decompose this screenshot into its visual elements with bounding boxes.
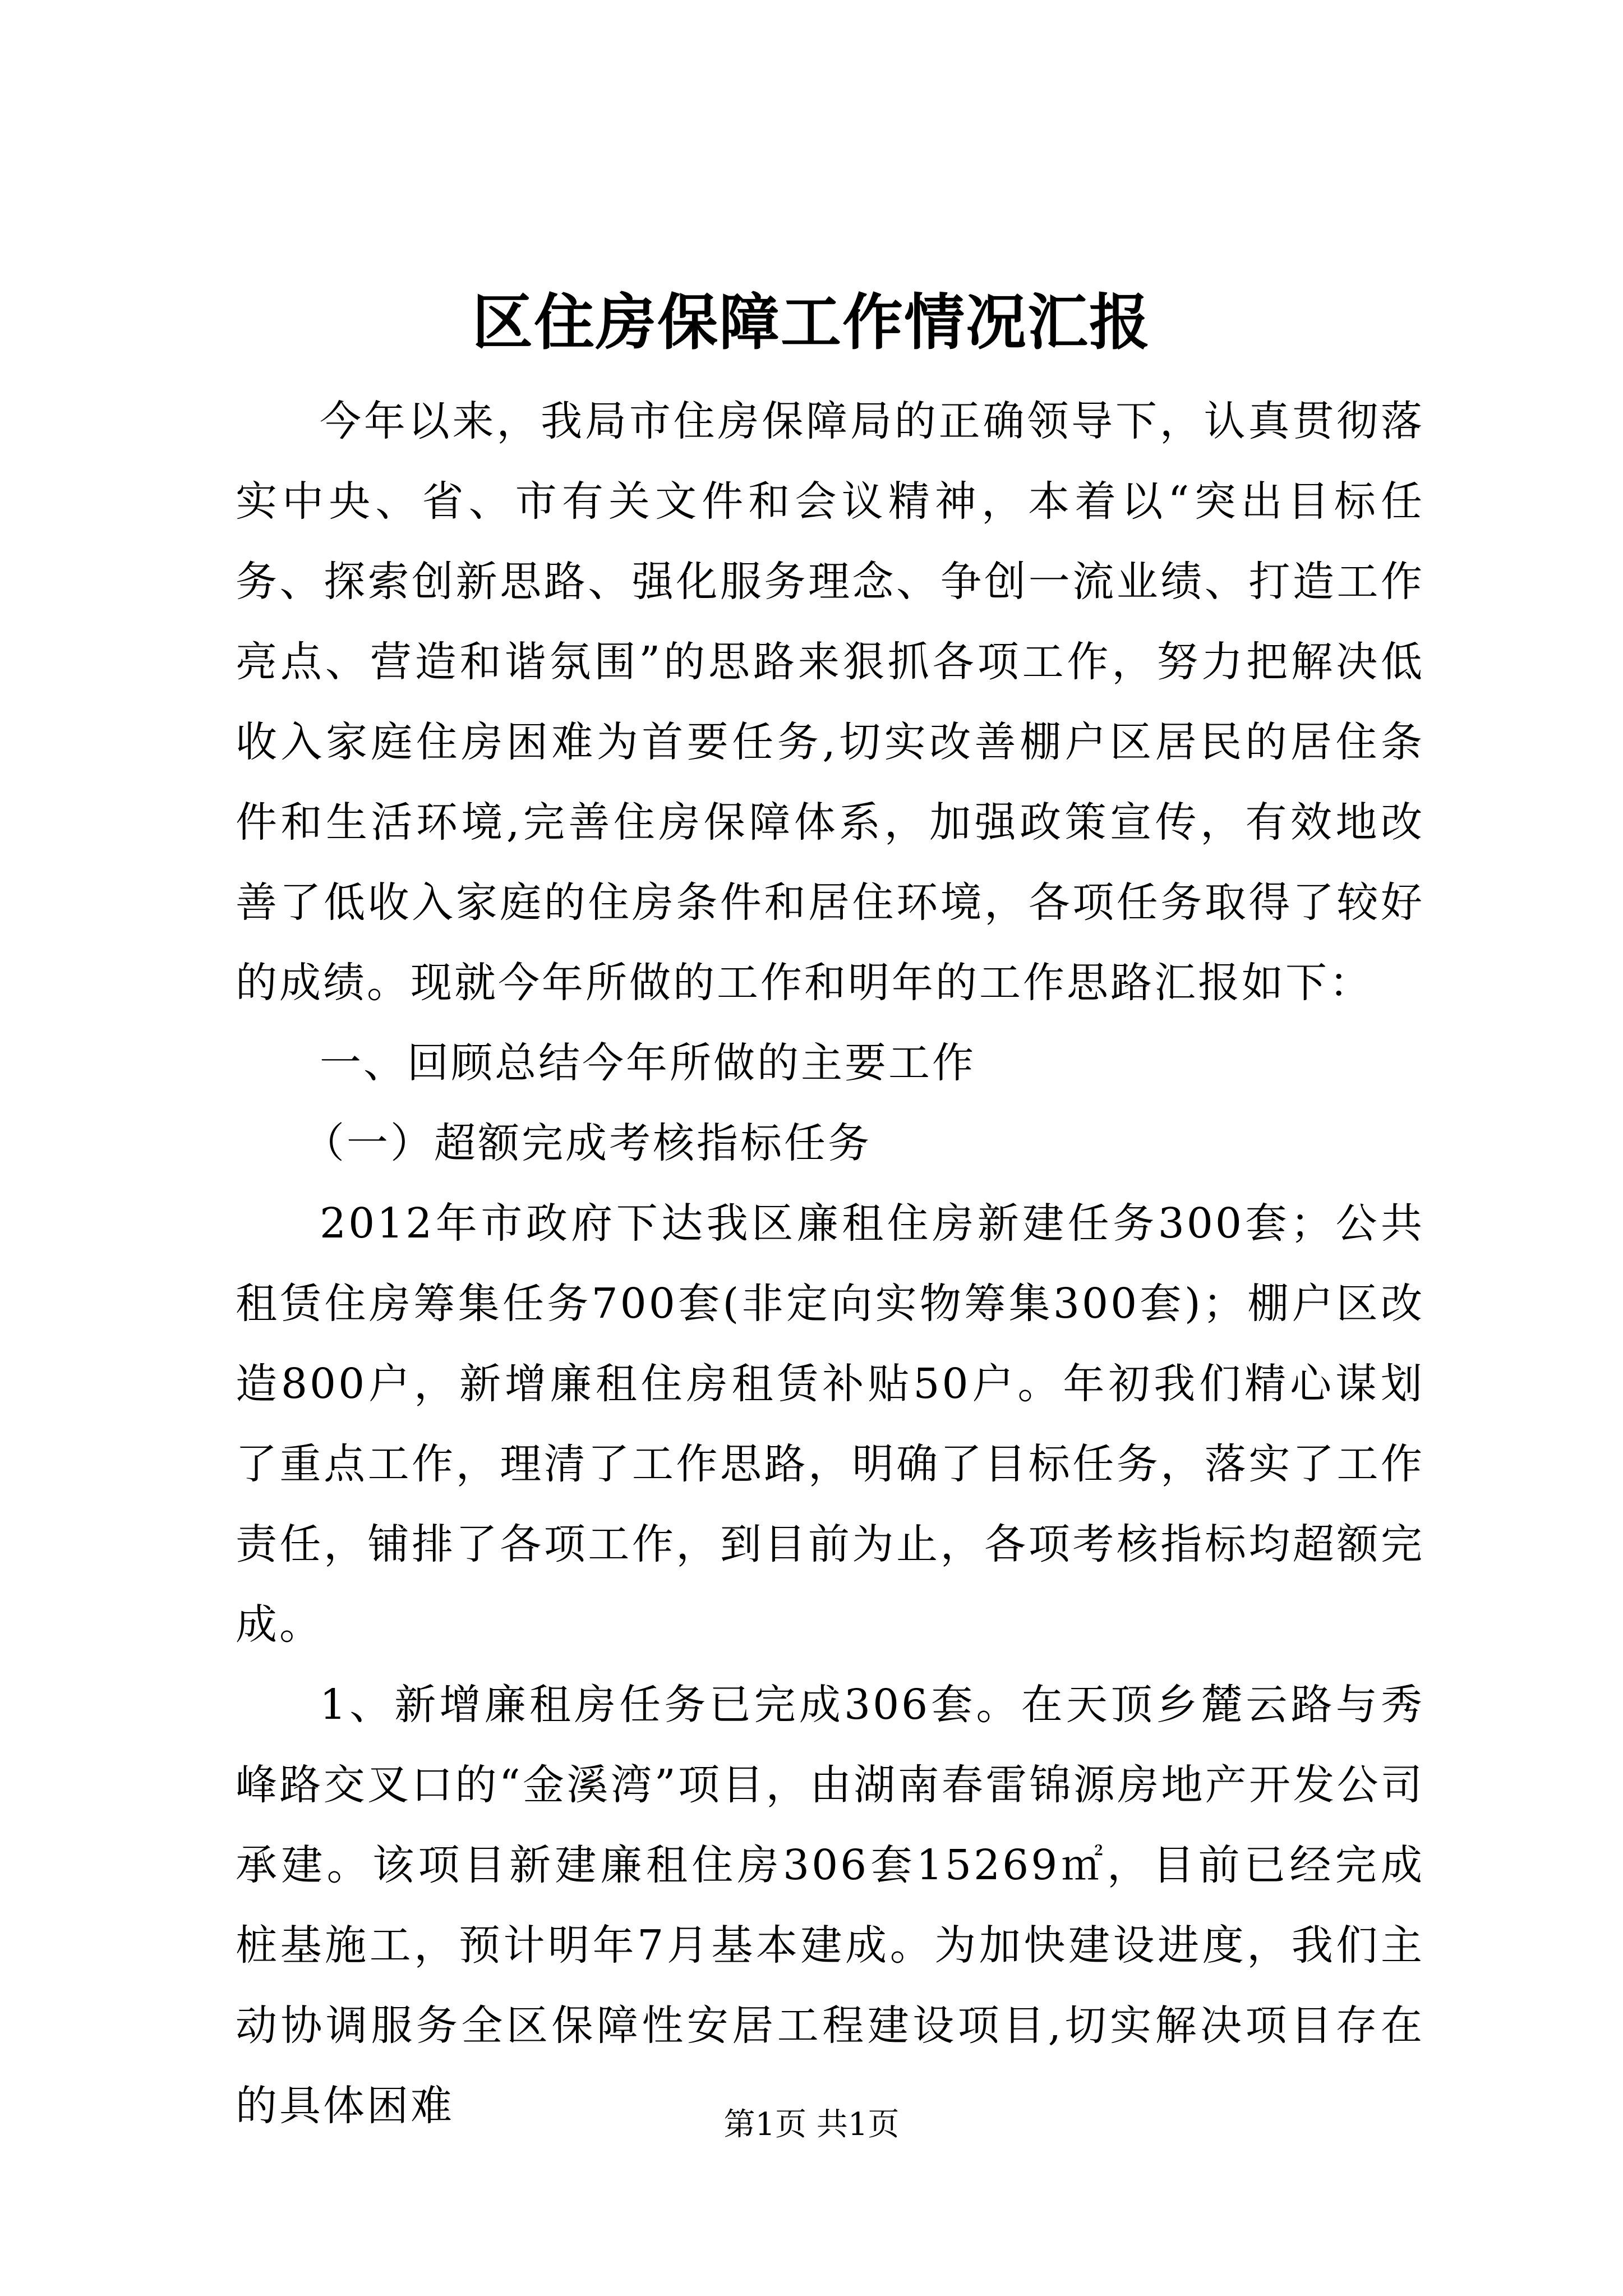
subsection-heading: （一）超额完成考核指标任务 (303, 1119, 872, 1167)
section-heading: 一、回顾总结今年所做的主要工作 (320, 1039, 976, 1087)
paragraph-intro: 今年以来，我局市住房保障局的正确领导下，认真贯彻落实中央、省、市有关文件和会议精神，本着以“突出目标任务、探索创新思路、强化服务理念、争创一流业绩、打造工作亮点、营造和谐氛围”的思路来狠抓各项工作，努力把解决低收入家庭住房困难为首要任务,切实改善棚户区居民的居住条件和生活环境,完善住房保障体系，加强政策宣传，有效地改善了低收入家庭的住房条件和居住环境，各项任务取得了较好的成绩。现就今年所做的工作和明年的工作思路汇报如下： (236, 397, 1424, 1007)
paragraph-tasks: 2012年市政府下达我区廉租住房新建任务300套；公共租赁住房筹集任务700套(非定向实物筹集300套)；棚户区改造800户，新增廉租住房租赁补贴50户。年初我们精心谋划了重点工作，理清了工作思路，明确了目标任务，落实了工作责任，铺排了各项工作，到目前为止，各项考核指标均超额完成。 (236, 1199, 1424, 1649)
document-body (236, 381, 1424, 2146)
paragraph-item-1: 1、新增廉租房任务已完成306套。在天顶乡麓云路与秀峰路交叉口的“金溪湾”项目，由湖南春雷锦源房地产开发公司承建。该项目新建廉租住房306套15269㎡，目前已经完成桩基施工，预计明年7月基本建成。为加快建设进度，我们主动协调服务全区保障性安居工程建设项目,切实解决项目存在的具体困难 (236, 1681, 1424, 2130)
page-footer: 第1页 共1页 (723, 2106, 900, 2143)
document-title: 区住房保障工作情况汇报 (472, 287, 1151, 358)
